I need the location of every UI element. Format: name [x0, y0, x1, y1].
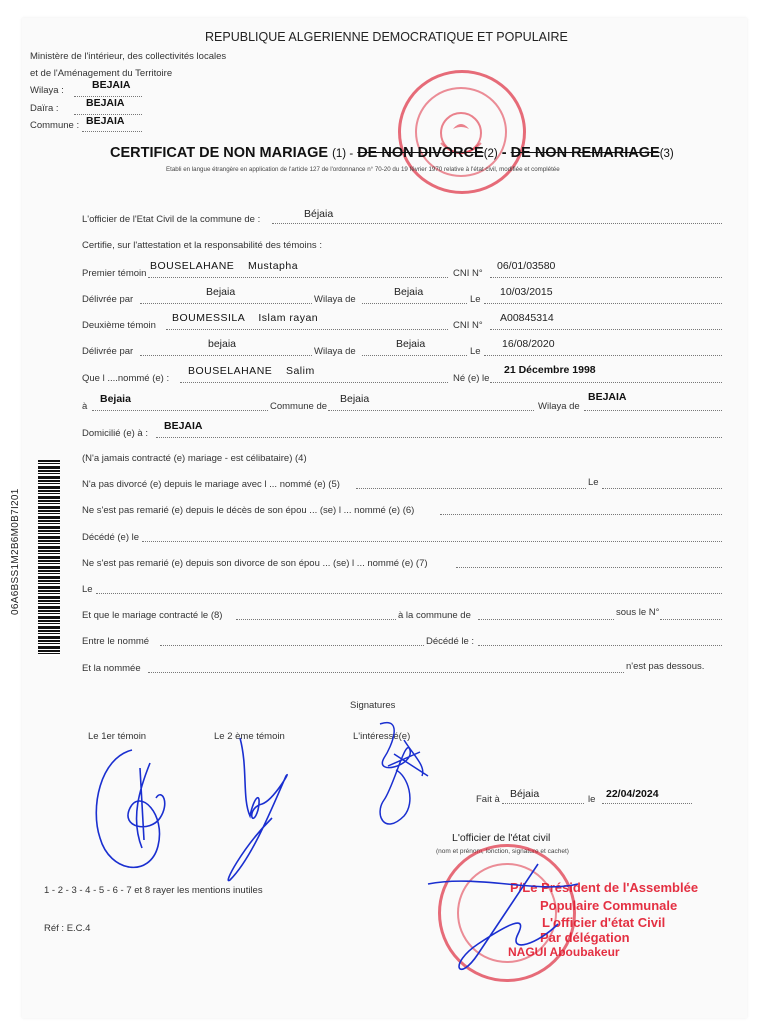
ne-le-label: Né (e) le — [453, 373, 490, 384]
title-part2: DE NON DIVORCE — [357, 145, 484, 161]
wilaya3-label: Wilaya de — [538, 401, 580, 412]
cni1-value: 06/01/03580 — [497, 260, 556, 272]
officer-dots — [272, 223, 722, 224]
a-la-commune-dots — [478, 619, 614, 620]
delivree2-value: bejaia — [208, 338, 237, 350]
commune-value: BEJAIA — [86, 115, 125, 127]
wilaya1-value: Bejaia — [394, 286, 424, 298]
fait-value: Béjaia — [510, 788, 540, 800]
date1-value: 10/03/2015 — [500, 286, 553, 298]
option5-le: Le — [588, 477, 599, 488]
officer-value: Béjaia — [304, 208, 334, 220]
title-part1: CERTIFICAT DE NON MARIAGE — [110, 145, 329, 161]
nest-pas-label: n'est pas dessous. — [626, 661, 705, 672]
deuxieme-temoin-label: Deuxième témoin — [82, 320, 156, 331]
wilaya-value: BEJAIA — [92, 79, 131, 91]
officer-label: L'officier de l'Etat Civil de la commune de : — [82, 214, 261, 225]
cni2-label: CNI N° — [453, 320, 483, 331]
option6-dots — [440, 514, 722, 515]
ne-le-value: 21 Décembre 1998 — [504, 364, 596, 376]
a-label: à — [82, 401, 88, 412]
certifie-text: Certifie, sur l'attestation et la responsabilité des témoins : — [82, 240, 322, 251]
barcode-text: 06A6BSS1M2B6M0B7I201 — [10, 488, 21, 615]
decede-label: Décédé le : — [426, 636, 475, 647]
daira-label: Daïra : — [30, 103, 59, 114]
decede-label-dots — [478, 645, 722, 646]
certificate-title — [110, 145, 674, 161]
wilaya1-label: Wilaya de — [314, 294, 356, 305]
domicile-dots — [156, 437, 722, 438]
stamp-line5: NAGUI Aboubakeur — [508, 945, 620, 959]
signature-temoin2 — [202, 718, 312, 888]
wilaya2-label: Wilaya de — [314, 346, 356, 357]
et-que-dots — [236, 619, 396, 620]
wilaya2-dots — [362, 355, 467, 356]
option-5: N'a pas divorcé (e) depuis le mariage avec l ... nommé (e) (5) — [82, 479, 340, 490]
a-value: Bejaia — [100, 393, 131, 405]
decede-le: Décédé (e) le — [82, 532, 140, 543]
signatures-title: Signatures — [350, 700, 396, 711]
sous-le-dots — [660, 619, 722, 620]
delivree1-label: Délivrée par — [82, 294, 134, 305]
ne-dots — [490, 382, 722, 383]
officier-label: L'officier de l'état civil — [452, 832, 551, 844]
delivree2-label: Délivrée par — [82, 346, 134, 357]
a-dots — [92, 410, 268, 411]
title-n3: (3) — [659, 148, 674, 160]
option-6: Ne s'est pas remarié (e) depuis le décès de son épou ... (se) l ... nommé (e) (6) — [82, 505, 415, 516]
date2-value: 16/08/2020 — [502, 338, 555, 350]
le2-dots — [484, 355, 722, 356]
a-la-commune-label: à la commune de — [398, 610, 471, 621]
domicile-label: Domicilié (e) à : — [82, 428, 148, 439]
signature-temoin1 — [80, 728, 200, 888]
cni2-dots — [490, 329, 722, 330]
title-subtitle: Etabli en langue étrangère en application de l'article 127 de l'ordonnance n° 70-20 du 19 février 1970 relative à l'état civil, modifiée et complétée — [166, 166, 560, 173]
que-dots — [180, 382, 448, 383]
commune-dots — [82, 131, 142, 132]
entre-le-label: Entre le nommé — [82, 636, 150, 647]
fait-date-value: 22/04/2024 — [606, 788, 659, 800]
title-part3: DE NON REMARIAGE — [510, 145, 660, 161]
republic-heading: REPUBLIQUE ALGERIENNE DEMOCRATIQUE ET POPULAIRE — [205, 30, 568, 44]
wilaya3-value: BEJAIA — [588, 391, 627, 403]
interesse-label: L'intéressé(e) — [353, 731, 411, 742]
daira-value: BEJAIA — [86, 97, 125, 109]
et-la-label: Et la nommée — [82, 663, 141, 674]
sous-le-label: sous le N° — [616, 607, 660, 618]
commune-label: Commune : — [30, 120, 80, 131]
option5-dots — [356, 488, 586, 489]
cni1-dots — [490, 277, 722, 278]
et-la-dots — [148, 672, 624, 673]
premier-dots — [148, 277, 448, 278]
ministry-line2: et de l'Aménagement du Territoire — [30, 68, 173, 79]
deuxieme-temoin-value: BOUMESSILA Islam rayan — [172, 312, 319, 324]
le-line: Le — [82, 584, 93, 595]
wilaya-label: Wilaya : — [30, 85, 64, 96]
stamp-line3: L'officier d'état Civil — [542, 915, 666, 930]
que-nomme-label: Que l ....nommé (e) : — [82, 373, 170, 384]
option-4: (N'a jamais contracté (e) mariage - est célibataire) (4) — [82, 453, 307, 464]
fait-dots — [502, 803, 584, 804]
que-nomme-value: BOUSELAHANE Salim — [188, 365, 315, 377]
signature-interesse — [344, 706, 444, 836]
delivree1-dots — [140, 303, 312, 304]
stamp-line1: P/Le Président de l'Assemblée — [510, 880, 699, 895]
certificate-page — [22, 18, 747, 1018]
option-7: Ne s'est pas remarié (e) depuis son divorce de son épou ... (se) l ... nommé (e) (7) — [82, 558, 428, 569]
title-n1: (1) - — [332, 148, 354, 160]
fait-le-dots — [602, 803, 692, 804]
rayer-mentions: 1 - 2 - 3 - 4 - 5 - 6 - 7 et 8 rayer les mentions inutiles — [44, 885, 263, 896]
title-dash: - — [501, 145, 507, 161]
le2-label: Le — [470, 346, 481, 357]
wilaya1-dots — [362, 303, 467, 304]
le1-dots — [484, 303, 722, 304]
temoin1-label: Le 1er témoin — [88, 731, 147, 742]
barcode — [38, 460, 60, 656]
wilaya2-value: Bejaia — [396, 338, 426, 350]
ministry-line1: Ministère de l'intérieur, des collectivités locales — [30, 51, 227, 62]
premier-temoin-label: Premier témoin — [82, 268, 147, 279]
commune-de-dots — [328, 410, 534, 411]
decede-dots — [142, 541, 722, 542]
et-que-label: Et que le mariage contracté le (8) — [82, 610, 223, 621]
officier-sub: (nom et prénom, fonction, signature et cachet) — [436, 848, 569, 855]
entre-le-dots — [160, 645, 424, 646]
delivree1-value: Bejaia — [206, 286, 236, 298]
deuxieme-dots — [166, 329, 448, 330]
domicile-value: BEJAIA — [164, 420, 203, 432]
stamp-line2: Populaire Communale — [540, 898, 678, 913]
commune-de-value: Bejaia — [340, 393, 370, 405]
temoin2-label: Le 2 ème témoin — [214, 731, 285, 742]
top-seal-stamp — [398, 70, 526, 194]
fait-le-label: le — [588, 794, 596, 805]
officer-signature — [418, 854, 598, 994]
option5-le-dots — [602, 488, 722, 489]
le1-label: Le — [470, 294, 481, 305]
wilaya3-dots — [584, 410, 722, 411]
option7-dots — [456, 567, 722, 568]
commune-de-label: Commune de — [270, 401, 328, 412]
stamp-line4: Par délégation — [540, 930, 630, 945]
premier-temoin-value: BOUSELAHANE Mustapha — [150, 260, 299, 272]
fait-label: Fait à — [476, 794, 500, 805]
cni2-value: A00845314 — [500, 312, 554, 324]
cni1-label: CNI N° — [453, 268, 483, 279]
title-n2: (2) — [483, 148, 498, 160]
ref-label: Réf : E.C.4 — [44, 923, 91, 934]
delivree2-dots — [140, 355, 312, 356]
le-line-dots — [96, 593, 722, 594]
